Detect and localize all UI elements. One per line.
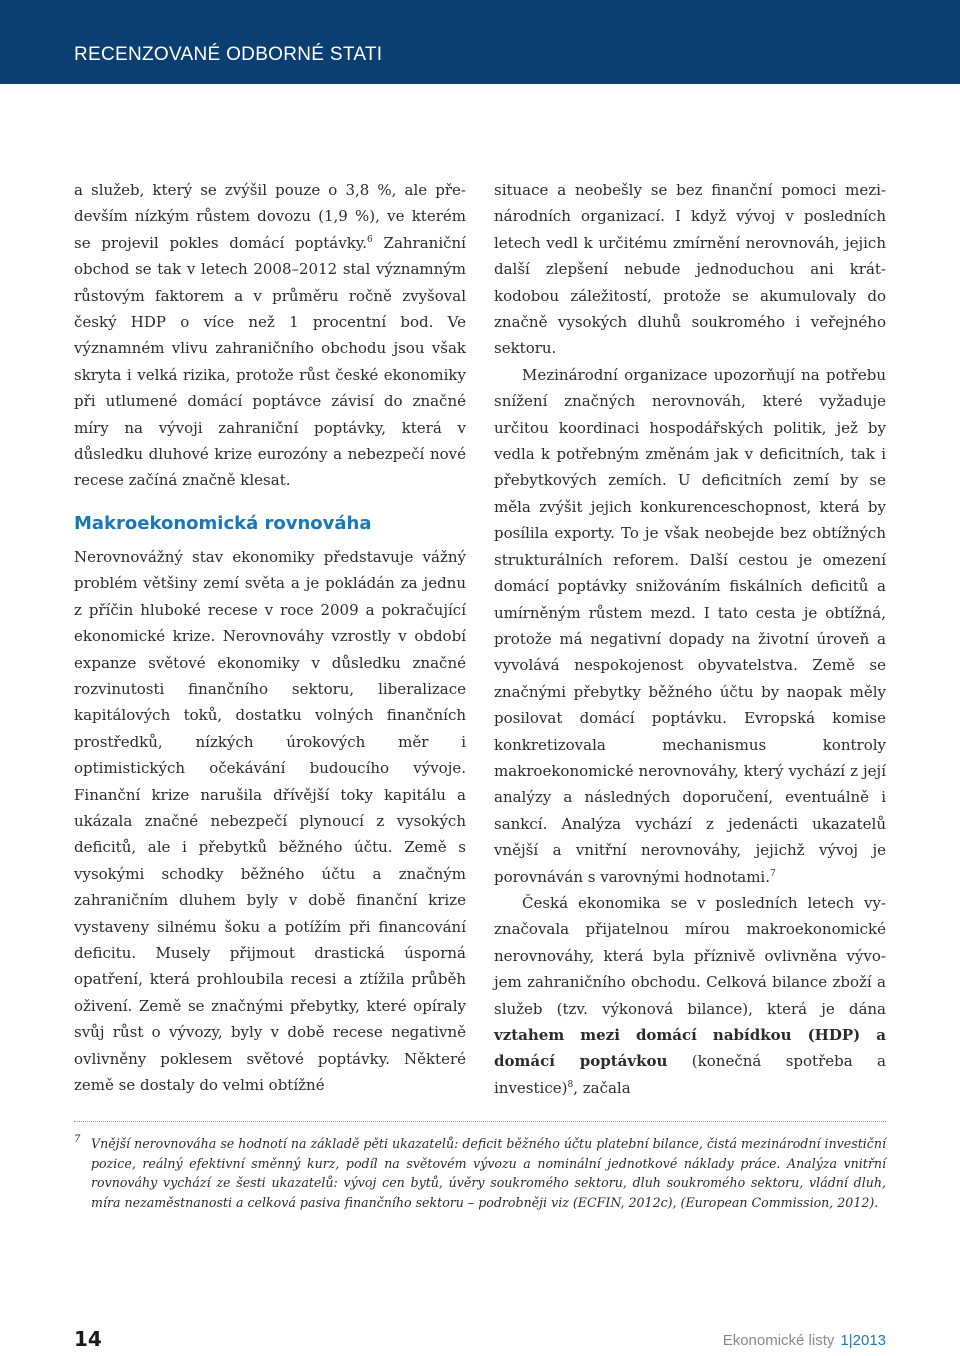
journal-name: Ekonomické listy xyxy=(722,1332,835,1349)
journal-issue: 1|2013 xyxy=(840,1332,886,1349)
left-column xyxy=(74,177,466,1098)
footnote-ref[interactable]: 6 xyxy=(367,234,373,245)
paragraph-text: , začala xyxy=(573,1078,631,1097)
paragraph: Nerovnovážný stav ekonomiky představuje vážný problém většiny zemí světa a je pokládán za jednu z příčin hluboké recese v roce 2009 a pokračující ekonomické krize. Nerovnováhy vzrostly v období expanze světové ekonomiky v důsledku značné rozvinutosti finančního sektoru, liberalizace kapitálových toků, dostatku volných finančních prostředků, nízkých úrokových měr i optimistických očekávání budoucího vývoje. Finanční krize narušila dřívější toky kapitálu a ukázala značné nebezpečí plynoucí z vysokých deficitů, ale i přebytků běžného účtu. Země s vysokými schodky běžného účtu a značným zahraničním dluhem byly v době finanční krize vystaveny silnému šoku a potížím při financování deficitu. Musely přijmout drastická úsporná opatření, která prohloubila recesi a ztížila průběh oživení. Země se značnými přebytky, které opíraly svůj růst o vývozy, byly v době recese negativně ovlivněny poklesem světové poptávky. Některé země se dostaly do velmi obtížné xyxy=(74,547,466,1094)
paragraph-text: (konečná spotřeba a investice) xyxy=(494,1052,886,1097)
footnote-ref[interactable]: 8 xyxy=(567,1079,574,1090)
paragraph-text: Zahraniční obchod se tak v letech 2008–2012 stal významným růstovým faktorem a v průměru ročně zvyšoval český HDP o více než 1 procentní bod. Ve významném vlivu zahraničního obchodu jsou však skryta i velká rizika, protože růst české ekonomiky při utlumené domácí poptávce závisí do značné míry na vývoji zahraniční poptávky, která v důsledku dluhové krize eurozóny a nebezpečí nové recese začíná značně klesat. xyxy=(74,233,466,490)
page-number: 14 xyxy=(74,1327,102,1351)
paragraph xyxy=(494,362,886,890)
journal-footer xyxy=(723,1332,886,1349)
bold-text: vztahem mezi domácí nabídkou (HDP) a domácí poptávkou xyxy=(494,1026,886,1071)
paragraph-text: a služeb, který se zvýšil pouze o 3,8 %, ale především nízkým růstem dovozu (1,9 %), ve kterém se projevil pokles domácí poptávky. xyxy=(74,181,466,252)
section-heading: Makroekonomická rovnováha xyxy=(74,512,372,534)
footnote-divider xyxy=(74,1121,886,1122)
paragraph-text: Mezinárodní organizace upozorňují na potřebu snížení značných nerovnováh, které vyžaduje určitou koordinaci hospodářských politik, jež by vedla k potřebným změnám jak v deficitních, tak i přebytkových zemích. U deficitních zemí by se měla zvýšit jejich konkurenceschopnost, která by posílila exporty. To je však neobejde bez obtížných strukturálních reforem. Další cestou je omezení domácí poptávky snižováním fiskálních deficitů a umírněným růstem mezd. I tato cesta je obtížná, protože má negativní dopady na životní úroveň a vyvolává nespokojenost obyvatelstva. Země se značnými přebytky běžného účtu by naopak měly posilovat domácí poptávku. Evropská komise konkretizovala mechanismus kontroly makroekonomické nerovnováhy, který vychází z její analýzy a následných doporučení, eventuálně i sankcí. Analýza vychází z jedenácti ukazatelů vnější a vnitřní nerovnováhy, jejichž vývoj je porovnáván s varovnými hodnotami. xyxy=(494,365,886,886)
paragraph-text: Česká ekonomika se v posledních letech vyznačovala přijatelnou mírou makroekonomické nerovnováhy, která byla příznivě ovlivněna vývojem zahraničního obchodu. Celková bilance zboží a služeb (tzv. výkonová bilance), která je dána xyxy=(494,893,886,1018)
footnote-ref[interactable]: 7 xyxy=(769,868,776,879)
footnote-text: Vnější nerovnováha se hodnotí na základě pěti ukazatelů: deficit běžného účtu platební bilance, čistá mezinárodní investiční pozice, reálný efektivní směnný kurz, podíl na světovém vývozu a nominální jednotkové náklady práce. Analýza vnitřní rovnováhy vychází ze šesti ukazatelů: vývoj cen bytů, úvěry soukromého sektoru, dluh soukromého sektoru, vládní dluh, míra nezaměstnanosti a celková pasiva finančního sektoru – podrobněji viz (ECFIN, 2012c), (European Commission, 2012). xyxy=(91,1136,886,1210)
footnote xyxy=(74,1134,886,1212)
section-header-bar xyxy=(0,0,960,84)
section-title: RECENZOVANÉ ODBORNÉ STATI xyxy=(74,44,383,65)
footnote-number: 7 xyxy=(74,1134,81,1145)
paragraph xyxy=(74,177,466,494)
right-column xyxy=(494,177,886,1101)
paragraph: situace a neobešly se bez finanční pomoci mezinárodních organizací. I když vývoj v posledních letech vedl k určitému zmírnění nerovnováh, jejich další zlepšení nebude jednoduchou ani krátkodobou záležitostí, protože se akumulovaly do značně vysokých dluhů soukromého i veřejného sektoru. xyxy=(494,181,886,358)
paragraph xyxy=(494,890,886,1101)
